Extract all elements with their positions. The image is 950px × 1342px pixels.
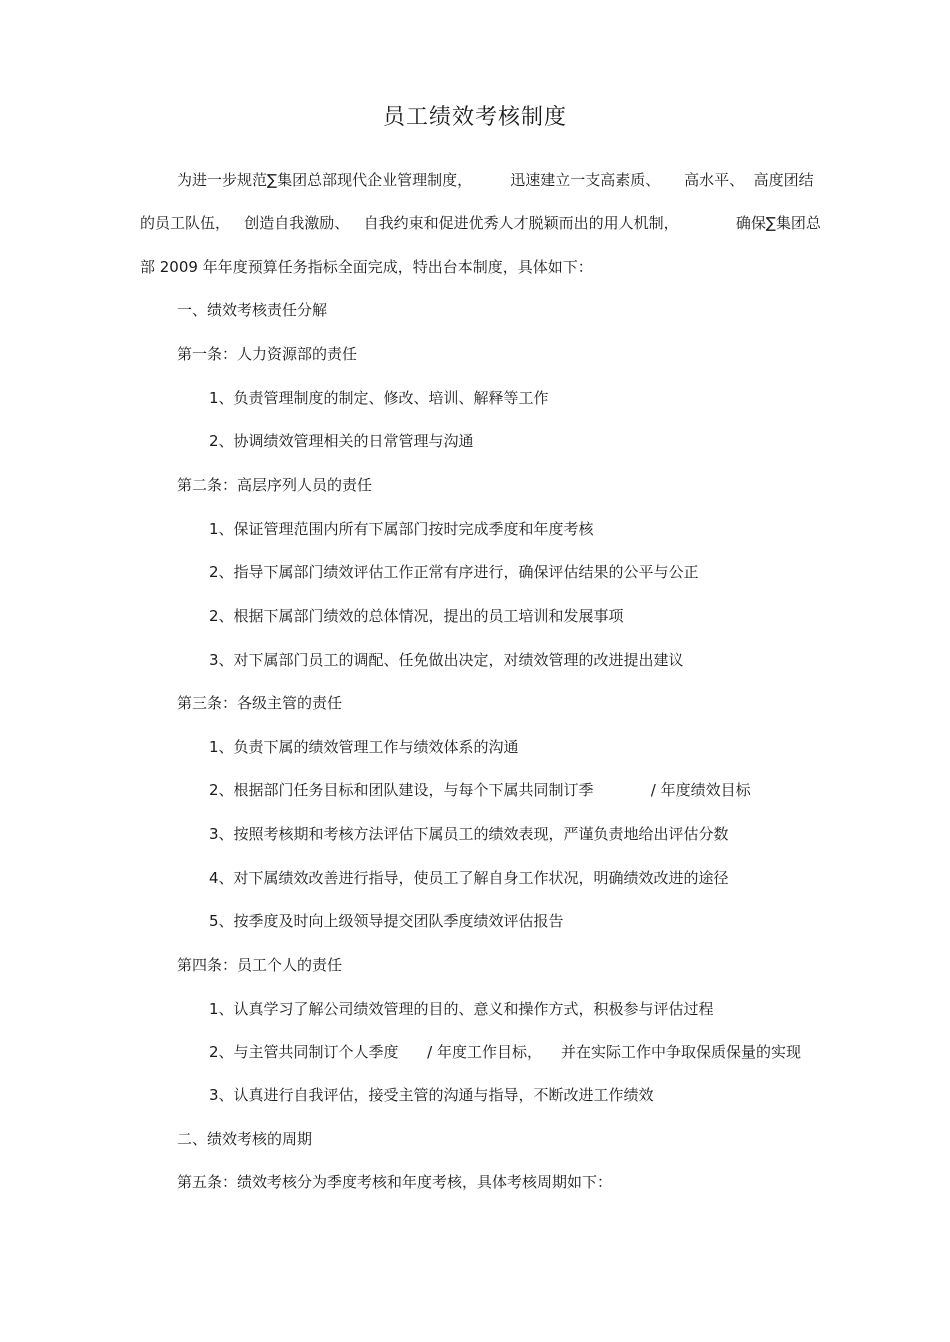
document-title: 员工绩效考核制度 [382, 105, 567, 130]
list-item: 3、按照考核期和考核方法评估下属员工的绩效表现，严谨负责地给出评估分数 [209, 825, 729, 843]
list-item: 1、保证管理范围内所有下属部门按时完成季度和年度考核 [209, 520, 594, 538]
list-item: 1、负责下属的绩效管理工作与绩效体系的沟通 [209, 738, 519, 756]
list-item: 1、认真学习了解公司绩效管理的目的、意义和操作方式，积极参与评估过程 [209, 1000, 714, 1018]
article-heading: 第二条：高层序列人员的责任 [177, 476, 373, 494]
intro-line-3: 部 2009 年年度预算任务指标全面完成，特出台本制度，具体如下： [140, 258, 593, 276]
list-item: 3、认真进行自我评估，接受主管的沟通与指导，不断改进工作绩效 [209, 1086, 654, 1104]
section-heading: 一、绩效考核责任分解 [177, 301, 328, 319]
article-heading: 第一条：人力资源部的责任 [177, 345, 358, 363]
list-item: 2、根据下属部门绩效的总体情况，提出的员工培训和发展事项 [209, 607, 624, 625]
article-heading: 第三条：各级主管的责任 [177, 694, 343, 712]
section-heading: 二、绩效考核的周期 [177, 1130, 313, 1148]
intro-line-2: 的员工队伍， 创造自我激励、 自我约束和促进优秀人才脱颖而出的用人机制， 确保∑集团总 [140, 214, 821, 232]
list-item: 2、与主管共同制订个人季度 / 年度工作目标， 并在实际工作中争取保质保量的实现 [209, 1043, 802, 1061]
list-item: 5、按季度及时向上级领导提交团队季度绩效评估报告 [209, 912, 564, 930]
list-item: 2、指导下属部门绩效评估工作正常有序进行，确保评估结果的公平与公正 [209, 563, 699, 581]
article-heading: 第五条：绩效考核分为季度考核和年度考核，具体考核周期如下： [177, 1173, 613, 1191]
list-item: 3、对下属部门员工的调配、任免做出决定，对绩效管理的改进提出建议 [209, 651, 684, 669]
list-item: 1、负责管理制度的制定、修改、培训、解释等工作 [209, 389, 549, 407]
list-item: 2、协调绩效管理相关的日常管理与沟通 [209, 432, 474, 450]
list-item: 2、根据部门任务目标和团队建设，与每个下属共同制订季 / 年度绩效目标 [209, 781, 751, 799]
article-heading: 第四条：员工个人的责任 [177, 956, 343, 974]
intro-line-1: 为进一步规范∑集团总部现代企业管理制度， 迅速建立一支高素质、 高水平、 高度团结 [177, 171, 814, 189]
list-item: 4、对下属绩效改善进行指导，使员工了解自身工作状况，明确绩效改进的途径 [209, 869, 729, 887]
